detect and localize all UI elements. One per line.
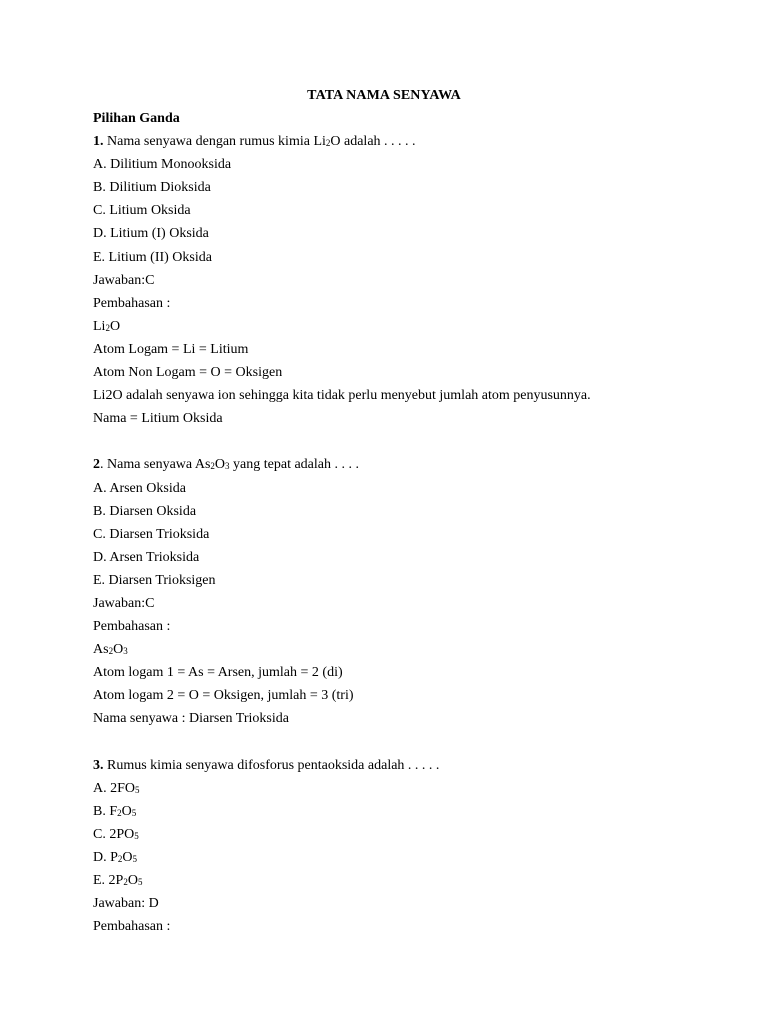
explanation-line: Atom logam 1 = As = Arsen, jumlah = 2 (di) (93, 665, 343, 681)
explanation-line: Atom logam 2 = O = Oksigen, jumlah = 3 (tri) (93, 688, 354, 704)
option-e: E. $2P_2O_5$ (93, 873, 143, 889)
explanation-line: Atom Non Logam = O = Oksigen (93, 365, 283, 381)
option-b: B. Dilitium Dioksida (93, 180, 211, 196)
option-c: C. Diarsen Trioksida (93, 526, 210, 542)
question-3-number: 3. (93, 757, 104, 773)
option-c: C. Litium Oksida (93, 203, 191, 219)
question-1 (93, 130, 713, 430)
answer: Jawaban: D (93, 896, 159, 912)
explanation-line: Atom Logam = Li = Litium (93, 341, 249, 357)
option-d: D. Litium (I) Oksida (93, 226, 209, 242)
question-3-stem: 3. Rumus kimia senyawa difosforus pentaoksida adalah . . . . . (93, 757, 440, 773)
explanation-label: Pembahasan : (93, 619, 171, 635)
document-body (93, 107, 713, 938)
option-d: D. Arsen Trioksida (93, 549, 200, 565)
explanation-label: Pembahasan : (93, 295, 171, 311)
option-e: E. Diarsen Trioksigen (93, 572, 216, 588)
formula: $As_2O_3$ (93, 642, 128, 658)
explanation-line: Nama senyawa : Diarsen Trioksida (93, 711, 289, 727)
question-1-number: 1. (93, 134, 104, 150)
question-2-stem: 2. Nama senyawa $As_2O_3$ yang tepat adalah . . . . (93, 457, 359, 473)
explanation-line: Nama = Litium Oksida (93, 411, 223, 427)
spacer (93, 430, 713, 453)
option-e: E. Litium (II) Oksida (93, 249, 212, 265)
option-d: D. $P_2O_5$ (93, 850, 138, 865)
section-heading: Pilihan Ganda (93, 111, 180, 126)
option-a: A. Arsen Oksida (93, 480, 186, 496)
option-b: B. $F_2O_5$ (93, 803, 137, 819)
explanation-line: Li2O adalah senyawa ion sehingga kita tidak perlu menyebut jumlah atom penyusunnya. (93, 388, 591, 404)
option-c: C. $2PO_5$ (93, 826, 139, 842)
option-b: B. Diarsen Oksida (93, 503, 197, 519)
document-title: TATA NAMA SENYAWA (307, 88, 461, 103)
explanation-label: Pembahasan : (93, 919, 171, 935)
formula: $Li_2O$ (93, 318, 121, 334)
spacer (93, 731, 713, 754)
question-1-stem: 1. Nama senyawa dengan rumus kimia $Li_2O$ adalah . . . . . (93, 134, 416, 150)
answer: Jawaban:C (93, 272, 155, 288)
question-3 (93, 754, 713, 939)
option-a: A. Dilitium Monooksida (93, 157, 232, 173)
question-2-number: 2 (93, 457, 100, 473)
answer: Jawaban:C (93, 595, 155, 611)
question-2 (93, 453, 713, 730)
option-a: A. $2FO_5$ (93, 780, 140, 796)
